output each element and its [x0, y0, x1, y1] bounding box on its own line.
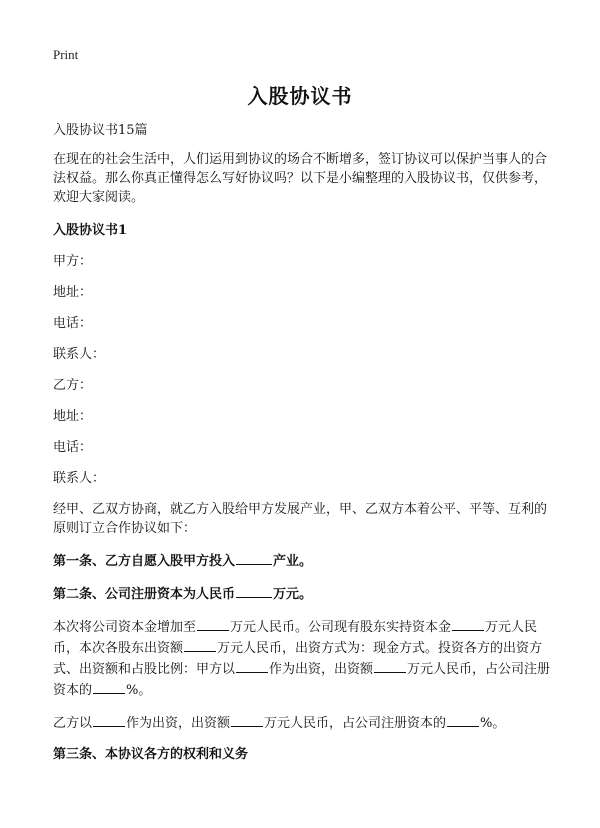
document-body [53, 121, 553, 776]
capital-text-7: %。 [126, 683, 152, 698]
party-b-investment-paragraph [53, 712, 553, 733]
party-a-address-label: 地址： [53, 285, 93, 300]
blank-line [447, 712, 479, 727]
party-b-text-2: 作为出资，出资额 [126, 716, 231, 731]
article-1-prefix: 第一条、乙方自愿入股甲方投入 [53, 554, 236, 569]
party-b-contact-label: 联系人： [53, 471, 106, 486]
blank-line [93, 712, 125, 727]
article-2 [53, 583, 553, 604]
preamble-paragraph: 经甲、乙双方协商，就乙方入股给甲方发展产业，甲、乙双方本着公平、平等、互利的原则订立合作协议如下： [53, 502, 548, 536]
blank-line [197, 616, 229, 631]
article-3: 第三条、本协议各方的权利和义务 [53, 747, 249, 762]
capital-text-3: 万元人民币，本次各股东出资额 [53, 620, 538, 656]
blank-line [236, 583, 272, 598]
capital-paragraph [53, 616, 553, 700]
party-a-phone-label: 电话： [53, 316, 93, 331]
capital-text-2: 万元人民币。公司现有股东实持资本金 [230, 620, 452, 635]
party-a-label: 甲方： [53, 254, 93, 269]
section-heading: 入股协议书1 [53, 223, 128, 238]
party-b-address-label: 地址： [53, 409, 93, 424]
document-title: 入股协议书 [247, 84, 353, 108]
article-1 [53, 550, 553, 571]
blank-line [452, 616, 484, 631]
party-b-label: 乙方： [53, 378, 93, 393]
article-1-suffix: 产业。 [273, 554, 313, 569]
party-b-phone-label: 电话： [53, 440, 93, 455]
capital-text-6: 万元人民币，占公司注册资本的 [53, 662, 551, 698]
print-link[interactable]: Print [53, 47, 79, 62]
blank-line [236, 550, 272, 565]
party-b-text-3: 万元人民币，占公司注册资本的 [264, 716, 447, 731]
blank-line [236, 658, 268, 673]
party-a-contact-label: 联系人： [53, 347, 106, 362]
blank-line [374, 658, 406, 673]
blank-line [231, 712, 263, 727]
document-subtitle: 入股协议书15篇 [53, 123, 148, 138]
intro-paragraph: 在现在的社会生活中，人们运用到协议的场合不断增多，签订协议可以保护当事人的合法权益。那么你真正懂得怎么写好协议吗？以下是小编整理的入股协议书，仅供参考，欢迎大家阅读。 [53, 152, 548, 205]
article-2-suffix: 万元。 [273, 587, 313, 602]
capital-text-5: 作为出资，出资额 [269, 662, 374, 677]
capital-text-4: 万元人民币，出资方式为：现金方式。投资各方的出资方式、出资额和占股比例：甲方以 [53, 641, 543, 677]
article-2-prefix: 第二条、公司注册资本为人民币 [53, 587, 236, 602]
blank-line [184, 637, 216, 652]
blank-line [93, 679, 125, 694]
capital-text-1: 本次将公司资本金增加至 [53, 620, 197, 635]
party-b-text-1: 乙方以 [53, 716, 93, 731]
party-b-text-4: %。 [480, 716, 506, 731]
